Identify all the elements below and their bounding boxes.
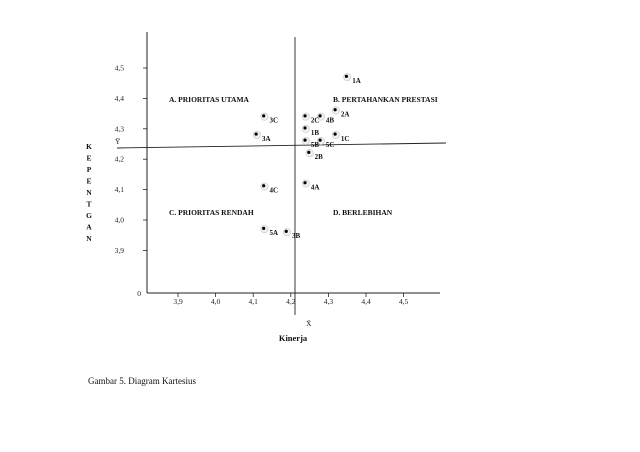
x-tick-label: 4,2 bbox=[286, 297, 296, 306]
x-mean-label: X̄ bbox=[306, 319, 312, 328]
data-point bbox=[334, 108, 337, 111]
y-axis-title-letter: N bbox=[86, 188, 92, 197]
x-tick-label: 4,4 bbox=[361, 297, 371, 306]
y-tick-label: 4,3 bbox=[114, 124, 124, 134]
data-point bbox=[334, 132, 337, 135]
data-point bbox=[262, 227, 265, 230]
data-point-label: 4C bbox=[269, 186, 279, 195]
y-mean-label: Y̅ bbox=[115, 137, 121, 146]
y-axis-title-letter: T bbox=[86, 199, 92, 209]
y-tick-label: 4,1 bbox=[114, 185, 124, 195]
figure-caption: Gambar 5. Diagram Kartesius bbox=[88, 376, 196, 386]
y-tick-label: 4,4 bbox=[114, 93, 124, 103]
y-tick-label: 4,5 bbox=[114, 63, 124, 73]
data-point bbox=[345, 75, 348, 78]
y-axis-title-letter: A bbox=[86, 222, 92, 232]
data-point bbox=[303, 181, 306, 184]
quadrant-a-label: A. PRIORITAS UTAMA bbox=[169, 95, 249, 104]
data-point-label: 4B bbox=[325, 116, 335, 125]
y-axis-title-letter: G bbox=[86, 211, 92, 220]
quadrant-d-label: D. BERLEBIHAN bbox=[333, 208, 393, 217]
data-point-label: 5A bbox=[269, 229, 279, 238]
y-tick-label: 4,2 bbox=[114, 154, 124, 164]
x-tick-label: 4,5 bbox=[398, 297, 409, 306]
y-tick-label: 4,0 bbox=[114, 215, 124, 225]
data-point-label: 1A bbox=[352, 77, 361, 86]
data-point bbox=[285, 230, 288, 233]
x-axis-title: Kinerja bbox=[278, 333, 308, 343]
origin-label: 0 bbox=[137, 289, 141, 298]
y-mean-line bbox=[117, 140, 446, 149]
quadrant-b-label: B. PERTAHANKAN PRESTASI bbox=[333, 95, 438, 104]
data-point bbox=[262, 184, 265, 187]
data-point bbox=[262, 114, 265, 117]
y-axis-title-letter: N bbox=[86, 234, 92, 243]
data-point-label: 2B bbox=[314, 153, 323, 162]
y-axis-title-letter: E bbox=[86, 153, 92, 163]
data-point-label: 2A bbox=[340, 110, 350, 119]
y-tick-label: 3,9 bbox=[114, 245, 124, 255]
x-tick-label: 4,0 bbox=[210, 297, 221, 306]
x-tick-label: 4,1 bbox=[248, 297, 258, 306]
x-tick-label: 4,3 bbox=[323, 297, 334, 306]
data-point bbox=[303, 126, 306, 129]
data-point bbox=[303, 114, 306, 117]
y-axis-title-letter: P bbox=[86, 165, 92, 174]
y-axis-title bbox=[86, 142, 92, 243]
data-point-label: 2C bbox=[310, 116, 320, 125]
data-point-label: 3C bbox=[269, 116, 279, 125]
data-point bbox=[255, 132, 258, 135]
x-tick-label: 3,9 bbox=[173, 297, 183, 306]
data-point-label: 1C bbox=[340, 134, 350, 143]
data-point bbox=[303, 139, 306, 142]
data-point-label: 5B bbox=[310, 140, 320, 149]
data-point bbox=[307, 151, 310, 154]
data-point-label: 1B bbox=[310, 128, 320, 137]
data-point-label: 4A bbox=[310, 183, 320, 192]
y-axis-title-letter: K bbox=[86, 142, 92, 151]
data-point-label: 3B bbox=[292, 232, 301, 241]
data-point-label: 5C bbox=[325, 140, 335, 149]
y-axis-title-letter: E bbox=[86, 176, 92, 186]
data-point-label: 3A bbox=[261, 134, 271, 143]
quadrant-c-label: C. PRIORITAS RENDAH bbox=[169, 208, 254, 217]
